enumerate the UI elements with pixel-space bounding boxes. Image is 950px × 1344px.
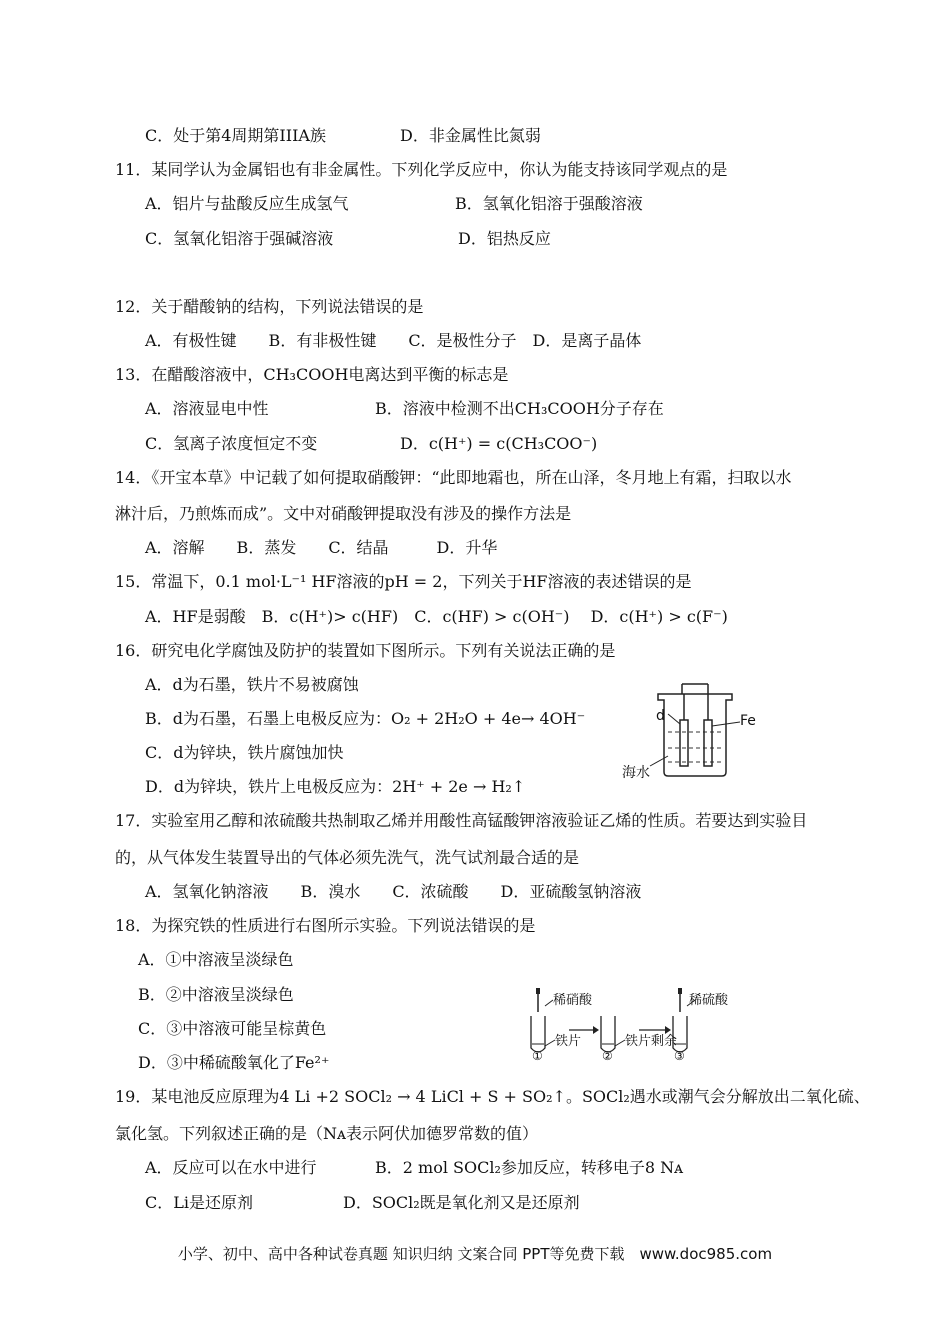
q13-option-a: A．溶液显电中性 xyxy=(145,399,269,418)
q17-stem-line2: 的，从气体发生装置导出的气体必须先洗气，洗气试剂最合适的是 xyxy=(115,848,580,867)
q13-option-c: C．氢离子浓度恒定不变 xyxy=(145,434,318,453)
page-footer: 小学、初中、高中各种试卷真题 知识归纳 文案合同 PPT等免费下载 www.doc985.com xyxy=(177,1245,773,1263)
figure-label-d: d xyxy=(656,708,665,724)
iron-experiment-figure xyxy=(525,988,730,1066)
q13-stem: 13．在醋酸溶液中，CH₃COOH电离达到平衡的标志是 xyxy=(115,365,509,384)
q16-stem: 16．研究电化学腐蚀及防护的装置如下图所示。下列有关说法正确的是 xyxy=(115,641,616,660)
q18-option-c: C．③中溶液可能呈棕黄色 xyxy=(138,1019,327,1038)
q10-option-d: D．非金属性比氮弱 xyxy=(400,126,541,145)
figure-label-seawater: 海水 xyxy=(622,765,650,781)
q11-option-c: C．氢氧化铝溶于强碱溶液 xyxy=(145,229,334,248)
q13-option-b: B．溶液中检测不出CH₃COOH分子存在 xyxy=(375,399,664,418)
q11-stem: 11．某同学认为金属铝也有非金属性。下列化学反应中，你认为能支持该同学观点的是 xyxy=(115,160,728,179)
q18-stem: 18．为探究铁的性质进行右图所示实验。下列说法错误的是 xyxy=(115,916,536,935)
q18-option-b: B．②中溶液呈淡绿色 xyxy=(138,985,294,1004)
q11-option-d: D．铝热反应 xyxy=(458,229,551,248)
figure-label-tube-1: ① xyxy=(532,1049,543,1063)
q14-options: A．溶解 B．蒸发 C．结晶 D．升华 xyxy=(145,538,498,557)
q11-option-a: A．铝片与盐酸反应生成氢气 xyxy=(145,194,349,213)
q18-option-a: A．①中溶液呈淡绿色 xyxy=(138,950,294,969)
q15-stem: 15．常温下，0.1 mol·L⁻¹ HF溶液的pH = 2，下列关于HF溶液的表述错误的是 xyxy=(115,572,692,591)
q19-option-a: A．反应可以在水中进行 xyxy=(145,1158,317,1177)
q12-stem: 12．关于醋酸钠的结构，下列说法错误的是 xyxy=(115,297,424,316)
corrosion-apparatus-figure xyxy=(620,680,780,790)
figure-label-dilute-nitric-acid: 稀硝酸 xyxy=(553,993,593,1008)
q14-stem-line1: 14．《开宝本草》中记载了如何提取硝酸钾：“此即地霜也，所在山泽，冬月地上有霜，扫取以水 xyxy=(115,468,792,487)
q19-stem-line1: 19．某电池反应原理为4 Li +2 SOCl₂ → 4 LiCl + S + SO₂↑。SOCl₂遇水或潮气会分解放出二氧化硫、 xyxy=(115,1087,870,1106)
q19-stem-line2: 氯化氢。下列叙述正确的是（Nᴀ表示阿伏加德罗常数的值） xyxy=(115,1124,539,1143)
q17-options: A．氢氧化钠溶液 B．溴水 C．浓硫酸 D．亚硫酸氢钠溶液 xyxy=(145,882,642,901)
q14-stem-line2: 淋汁后，乃煎炼而成”。文中对硝酸钾提取没有涉及的操作方法是 xyxy=(115,504,572,523)
q16-option-a: A．d为石墨，铁片不易被腐蚀 xyxy=(145,675,359,694)
q19-option-d: D．SOCl₂既是氧化剂又是还原剂 xyxy=(343,1193,580,1212)
q18-option-d: D．③中稀硫酸氧化了Fe²⁺ xyxy=(138,1053,330,1072)
figure-label-tube-3: ③ xyxy=(674,1049,685,1063)
q17-stem-line1: 17．实验室用乙醇和浓硫酸共热制取乙烯并用酸性高锰酸钾溶液验证乙烯的性质。若要达到实验目 xyxy=(115,811,808,830)
q11-option-b: B．氢氧化铝溶于强酸溶液 xyxy=(455,194,643,213)
figure-label-iron-piece: 铁片 xyxy=(555,1034,582,1049)
q19-option-b: B．2 mol SOCl₂参加反应，转移电子8 Nᴀ xyxy=(375,1158,684,1177)
q19-option-c: C．Li是还原剂 xyxy=(145,1193,253,1212)
q16-option-c: C．d为锌块，铁片腐蚀加快 xyxy=(145,743,344,762)
q15-options: A．HF是弱酸 B．c(H⁺)> c(HF) C．c(HF) > c(OH⁻) D．c(H⁺) > c(F⁻) xyxy=(145,607,728,626)
q16-option-b: B．d为石墨，石墨上电极反应为：O₂ + 2H₂O + 4e→ 4OH⁻ xyxy=(145,709,586,728)
q16-option-d: D．d为锌块，铁片上电极反应为：2H⁺ + 2e → H₂↑ xyxy=(145,777,526,796)
q10-option-c: C．处于第4周期第IIIA族 xyxy=(145,126,326,145)
q12-options: A．有极性键 B．有非极性键 C．是极性分子 D．是离子晶体 xyxy=(145,331,642,350)
figure-label-dilute-sulfuric-acid: 稀硫酸 xyxy=(689,993,729,1008)
figure-label-iron-remaining: 铁片剩余 xyxy=(625,1034,678,1049)
figure-label-tube-2: ② xyxy=(602,1049,613,1063)
figure-label-fe: Fe xyxy=(740,713,756,729)
q13-option-d: D．c(H⁺) = c(CH₃COO⁻) xyxy=(400,434,598,453)
